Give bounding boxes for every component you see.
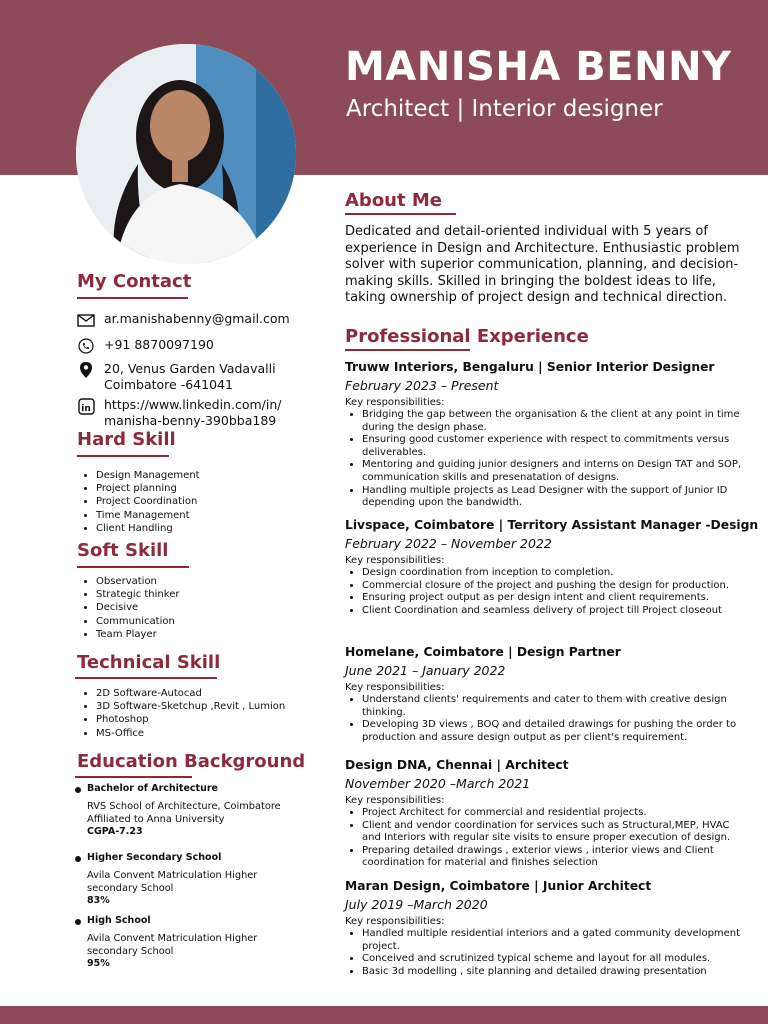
responsibility-list [345,567,750,617]
experience-underline [345,349,470,351]
job-title: Maran Design, Coimbatore | Junior Architect [345,879,652,893]
institution [75,932,315,958]
institution [75,869,315,895]
job-date: February 2023 – Present [345,378,499,393]
score: CGPA-7.23 [87,826,143,837]
list-item: • MS-Office [96,727,285,740]
contact-email-row [76,311,290,329]
contact-underline [77,297,188,299]
list-item: • Commercial closure of the project and pushing the design for production. [362,580,750,593]
list-item: • Ensuring good customer experience with respect to commitments versus deliverables. [362,434,750,459]
list-item: • 2D Software-Autocad [96,687,285,700]
job-entry [345,360,750,510]
technical-skill-list [80,687,285,740]
list-item: • Project Coordination [96,495,200,508]
address-line-2: Coimbatore -641041 [104,377,233,392]
responsibility-list [345,694,750,744]
list-item: • Team Player [96,628,179,641]
list-item: • Decisive [96,601,179,614]
education-underline [75,776,192,778]
about-text: Dedicated and detail-oriented individual with 5 years of experience in Design and Architecture. Enthusiastic problem solver with superior communication, planning, and decision-making skills. Skilled in bringing the boldest ideas to life, taking ownership of project design and technical direction. [345,224,740,306]
contact-linkedin-row [76,397,281,429]
technical-skill-underline [75,677,217,679]
job-title: Truww Interiors, Bengaluru | Senior Interior Designer [345,360,715,374]
hard-skill-list [80,469,200,535]
profile-photo [76,44,296,264]
institution-line-2: Affiliated to Anna University [87,814,225,825]
job-entry [345,879,750,978]
hard-skill-underline [77,455,169,457]
phone-number: +91 8870097190 [104,337,214,352]
job-date: November 2020 –March 2021 [345,776,531,791]
svg-text:in: in [80,403,91,414]
list-item: • Understand clients' requirements and cater to them with creative design thinking. [362,694,750,719]
list-item: • Ensuring project output as per design intent and client requirements. [362,592,750,605]
list-item: • Client Coordination and seamless delivery of project till Project closeout [362,605,750,618]
location-pin-icon [76,361,96,379]
linkedin-line-2[interactable]: manisha-benny-390bba189 [104,413,277,428]
institution-line-1: RVS School of Architecture, Coimbatore [87,801,281,812]
list-item: • Handled multiple residential interiors and a gated community development project. [362,928,750,953]
list-item: • Client Handling [96,522,200,535]
job-title: Homelane, Coimbatore | Design Partner [345,645,621,659]
address-line-1: 20, Venus Garden Vadavalli [104,361,276,376]
phone-icon [76,337,96,355]
list-item: • Project Architect for commercial and residential projects. [362,807,750,820]
contact-address-row [76,361,276,393]
score: 83% [87,895,110,906]
list-item: • Design coordination from inception to completion. [362,567,750,580]
degree-title: Bachelor of Architecture [75,783,315,794]
about-underline [345,213,456,215]
score: 95% [87,958,110,969]
degree-title: High School [75,915,315,926]
hard-skill-heading: Hard Skill [77,429,176,450]
list-item: • Time Management [96,509,200,522]
job-title: Design DNA, Chennai | Architect [345,758,569,772]
experience-heading: Professional Experience [345,326,589,347]
institution-line-2: secondary School [87,946,174,957]
contact-phone-row [76,337,214,355]
responsibility-list [345,928,750,978]
footer-banner [0,1006,768,1024]
education-entry [75,915,315,969]
list-item: • Mentoring and guiding junior designers and interns on Design TAT and SOP, communication skills and presenatation of designs. [362,459,750,484]
list-item: • Handling multiple projects as Lead Designer with the support of Junior ID depending upon the bandwidth. [362,485,750,510]
key-responsibilities-label: Key responsibilities: [345,397,445,408]
degree-title: Higher Secondary School [75,852,315,863]
key-responsibilities-label: Key responsibilities: [345,682,445,693]
job-date: July 2019 –March 2020 [345,897,488,912]
list-item: • Preparing detailed drawings , exterior views , interior views and Client coordination for material and finishes selection [362,845,750,870]
soft-skill-heading: Soft Skill [77,540,169,561]
list-item: • Strategic thinker [96,588,179,601]
address [104,361,276,393]
technical-skill-heading: Technical Skill [77,652,221,673]
list-item: • 3D Software-Sketchup ,Revit , Lumion [96,700,285,713]
institution-line-1: Avila Convent Matriculation Higher [87,870,258,881]
linkedin-icon [76,397,96,415]
list-item: • Photoshop [96,713,285,726]
list-item: • Client and vendor coordination for services such as Structural,MEP, HVAC and Interiors with regular site visits to ensure proper execution of design. [362,820,750,845]
linkedin-link[interactable] [104,397,281,429]
education-entry [75,852,315,906]
soft-skill-underline [77,566,189,568]
mail-icon [76,311,96,329]
list-item: • Observation [96,575,179,588]
list-item: • Basic 3d modelling , site planning and detailed drawing presentation [362,966,750,979]
job-entry [345,645,750,744]
job-date: February 2022 – November 2022 [345,536,552,551]
job-entry [345,518,759,617]
key-responsibilities-label: Key responsibilities: [345,795,445,806]
candidate-name: MANISHA BENNY [345,44,732,90]
institution-line-1: Avila Convent Matriculation Higher [87,933,258,944]
key-responsibilities-label: Key responsibilities: [345,916,445,927]
education-heading: Education Background [77,751,306,772]
list-item: • Conceived and scrutinized typical scheme and layout for all modules. [362,953,750,966]
job-entry [345,758,750,870]
institution [75,800,315,826]
education-entry [75,783,315,837]
about-heading: About Me [345,190,442,211]
email-link[interactable]: ar.manishabenny@gmail.com [104,311,290,326]
job-date: June 2021 – January 2022 [345,663,506,678]
contact-heading: My Contact [77,271,192,292]
soft-skill-list [80,575,179,641]
responsibility-list [345,807,750,870]
institution-line-2: secondary School [87,883,174,894]
job-title: Livspace, Coimbatore | Territory Assistant Manager -Design [345,518,759,532]
list-item: • Bridging the gap between the organisation & the client at any point in time during the design phase. [362,409,750,434]
list-item: • Communication [96,615,179,628]
candidate-role: Architect | Interior designer [346,96,663,122]
list-item: • Design Management [96,469,200,482]
linkedin-line-1[interactable]: https://www.linkedin.com/in/ [104,397,282,412]
responsibility-list [345,409,750,510]
list-item: • Developing 3D views , BOQ and detailed drawings for pushing the order to production and assure design output as per client's requirement. [362,719,750,744]
list-item: • Project planning [96,482,200,495]
key-responsibilities-label: Key responsibilities: [345,555,445,566]
